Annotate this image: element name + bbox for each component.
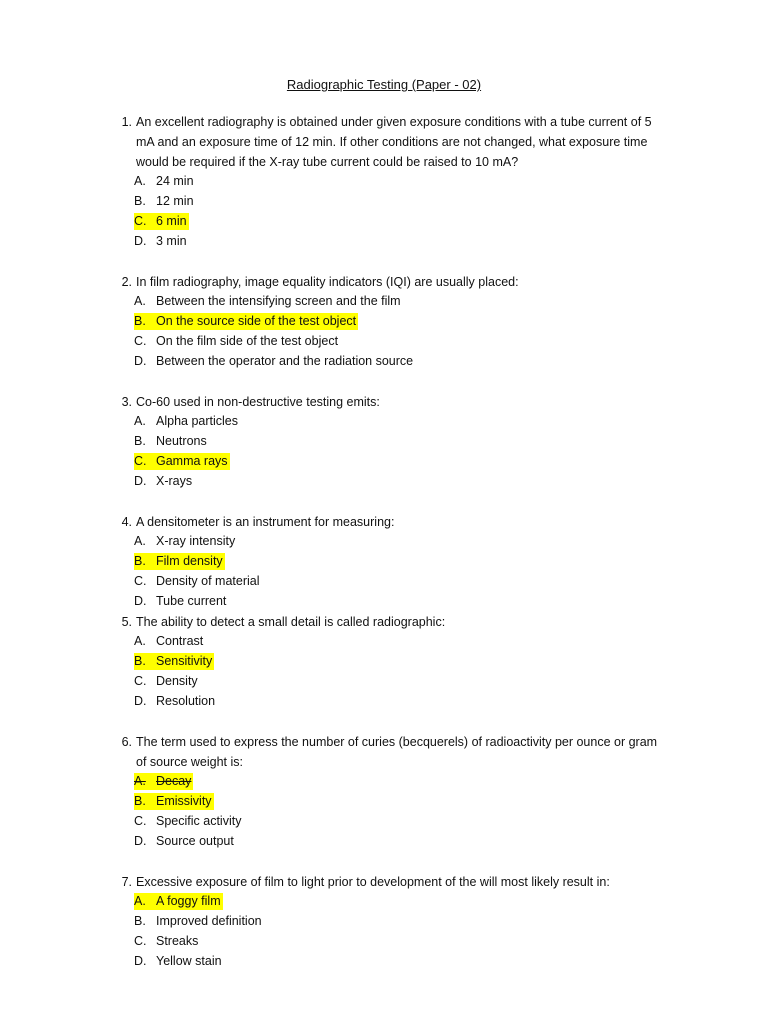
question-text: A densitometer is an instrument for measuring:	[136, 515, 395, 529]
option-text: Improved definition	[156, 914, 262, 928]
answer-content	[134, 533, 237, 550]
option-letter: A.	[134, 174, 146, 188]
option-letter: D.	[134, 694, 147, 708]
option-text: 12 min	[156, 194, 194, 208]
option-letter: B.	[134, 654, 146, 668]
answer-option	[110, 292, 670, 312]
option-text: Decay	[156, 774, 192, 788]
answer-option	[110, 832, 670, 852]
answer-option	[110, 332, 670, 352]
option-letter: A.	[134, 294, 146, 308]
option-letter: B.	[134, 554, 146, 568]
option-letter: C.	[134, 454, 147, 468]
option-text: Film density	[156, 554, 223, 568]
answer-option	[110, 192, 670, 212]
highlighted-answer	[134, 773, 193, 790]
option-letter: B.	[134, 794, 146, 808]
option-letter: C.	[134, 214, 147, 228]
option-text: On the film side of the test object	[156, 334, 339, 348]
question-4	[110, 512, 670, 612]
option-text: Density	[156, 674, 198, 688]
question-1	[110, 112, 670, 252]
question-number: 6.	[121, 735, 132, 749]
answer-option	[110, 952, 670, 972]
answer-options	[110, 772, 670, 852]
option-text: Contrast	[156, 634, 204, 648]
answer-content	[134, 833, 236, 850]
answer-option	[110, 432, 670, 452]
option-letter: A.	[134, 414, 146, 428]
option-text: Streaks	[156, 934, 199, 948]
question-text: Excessive exposure of film to light prior to development of the will most likely result in:	[136, 875, 610, 889]
option-letter: B.	[134, 914, 146, 928]
option-letter: B.	[134, 194, 146, 208]
question-stem	[110, 612, 670, 632]
option-letter: A.	[134, 894, 146, 908]
question-stem	[110, 392, 670, 412]
question-stem	[110, 732, 670, 772]
option-text: Tube current	[156, 594, 227, 608]
answer-option	[110, 812, 670, 832]
answer-content	[134, 193, 196, 210]
answer-content	[134, 173, 196, 190]
option-text: 24 min	[156, 174, 194, 188]
answer-option	[110, 912, 670, 932]
answer-content	[134, 953, 224, 970]
option-letter: D.	[134, 234, 147, 248]
option-letter: D.	[134, 594, 147, 608]
option-letter: C.	[134, 334, 147, 348]
highlighted-answer	[134, 793, 214, 810]
option-letter: A.	[134, 534, 146, 548]
answer-option	[110, 412, 670, 432]
option-text: Yellow stain	[156, 954, 222, 968]
question-6	[110, 732, 670, 852]
highlighted-answer	[134, 893, 223, 910]
answer-option	[110, 552, 670, 572]
option-letter: B.	[134, 434, 146, 448]
question-text: An excellent radiography is obtained under given exposure conditions with a tube current of 5 mA and an exposure time of 12 min. If other conditions are not changed, what exposure time would be required if the X-ray tube current could be raised to 10 mA?	[136, 115, 652, 169]
answer-content	[134, 593, 228, 610]
option-text: 3 min	[156, 234, 187, 248]
question-5	[110, 612, 670, 712]
highlighted-answer	[134, 313, 358, 330]
answer-content	[134, 433, 209, 450]
option-letter: B.	[134, 314, 146, 328]
highlighted-answer	[134, 213, 189, 230]
answer-option	[110, 792, 670, 812]
answer-option	[110, 672, 670, 692]
option-letter: D.	[134, 834, 147, 848]
question-3	[110, 392, 670, 492]
answer-option	[110, 312, 670, 332]
answer-option	[110, 632, 670, 652]
answer-content	[134, 913, 264, 930]
answer-option	[110, 932, 670, 952]
option-letter: C.	[134, 574, 147, 588]
answer-options	[110, 292, 670, 372]
answer-options	[110, 532, 670, 612]
answer-content	[134, 633, 205, 650]
option-text: Gamma rays	[156, 454, 228, 468]
answer-content	[134, 413, 240, 430]
answer-content	[134, 353, 415, 370]
answer-option	[110, 352, 670, 372]
option-text: Specific activity	[156, 814, 242, 828]
option-letter: A.	[134, 634, 146, 648]
answer-options	[110, 892, 670, 972]
question-number: 3.	[121, 395, 132, 409]
question-number: 5.	[121, 615, 132, 629]
option-text: X-rays	[156, 474, 193, 488]
option-letter: C.	[134, 814, 147, 828]
answer-option	[110, 892, 670, 912]
question-stem	[110, 872, 670, 892]
answer-options	[110, 412, 670, 492]
answer-option	[110, 532, 670, 552]
option-text: A foggy film	[156, 894, 221, 908]
question-text: In film radiography, image equality indicators (IQI) are usually placed:	[136, 275, 519, 289]
question-number: 1.	[121, 115, 132, 129]
option-text: Density of material	[156, 574, 260, 588]
question-text: The term used to express the number of curies (becquerels) of radioactivity per ounce or gram of source weight is:	[136, 735, 658, 769]
option-text: Between the operator and the radiation source	[156, 354, 414, 368]
question-stem	[110, 112, 670, 172]
answer-option	[110, 652, 670, 672]
option-text: On the source side of the test object	[156, 314, 357, 328]
answer-content	[134, 473, 194, 490]
answer-option	[110, 572, 670, 592]
question-text: Co-60 used in non-destructive testing emits:	[136, 395, 380, 409]
question-number: 7.	[121, 875, 132, 889]
answer-content	[134, 693, 217, 710]
answer-content	[134, 293, 403, 310]
highlighted-answer	[134, 453, 230, 470]
answer-content	[134, 333, 340, 350]
answer-option	[110, 232, 670, 252]
option-text: Source output	[156, 834, 234, 848]
question-7	[110, 872, 670, 972]
answer-content	[134, 933, 200, 950]
option-text: 6 min	[156, 214, 187, 228]
question-number: 2.	[121, 275, 132, 289]
answer-content	[134, 573, 262, 590]
option-text: Neutrons	[156, 434, 207, 448]
answer-option	[110, 592, 670, 612]
question-2	[110, 272, 670, 372]
question-text: The ability to detect a small detail is called radiographic:	[136, 615, 446, 629]
answer-options	[110, 172, 670, 252]
question-stem	[110, 272, 670, 292]
option-text: Between the intensifying screen and the film	[156, 294, 401, 308]
option-letter: D.	[134, 354, 147, 368]
highlighted-answer	[134, 653, 214, 670]
question-number: 4.	[121, 515, 132, 529]
answer-option	[110, 772, 670, 792]
option-letter: C.	[134, 934, 147, 948]
answer-content	[134, 233, 189, 250]
answer-option	[110, 212, 670, 232]
answer-content	[134, 813, 243, 830]
option-text: Alpha particles	[156, 414, 238, 428]
option-letter: A.	[134, 774, 146, 788]
answer-option	[110, 452, 670, 472]
option-letter: D.	[134, 954, 147, 968]
answer-option	[110, 692, 670, 712]
answer-option	[110, 472, 670, 492]
answer-options	[110, 632, 670, 712]
document-title: Radiographic Testing (Paper - 02)	[286, 77, 482, 92]
option-text: Resolution	[156, 694, 216, 708]
question-stem	[110, 512, 670, 532]
option-letter: D.	[134, 474, 147, 488]
option-text: Emissivity	[156, 794, 212, 808]
answer-option	[110, 172, 670, 192]
option-letter: C.	[134, 674, 147, 688]
highlighted-answer	[134, 553, 225, 570]
option-text: Sensitivity	[156, 654, 213, 668]
option-text: X-ray intensity	[156, 534, 236, 548]
answer-content	[134, 673, 200, 690]
